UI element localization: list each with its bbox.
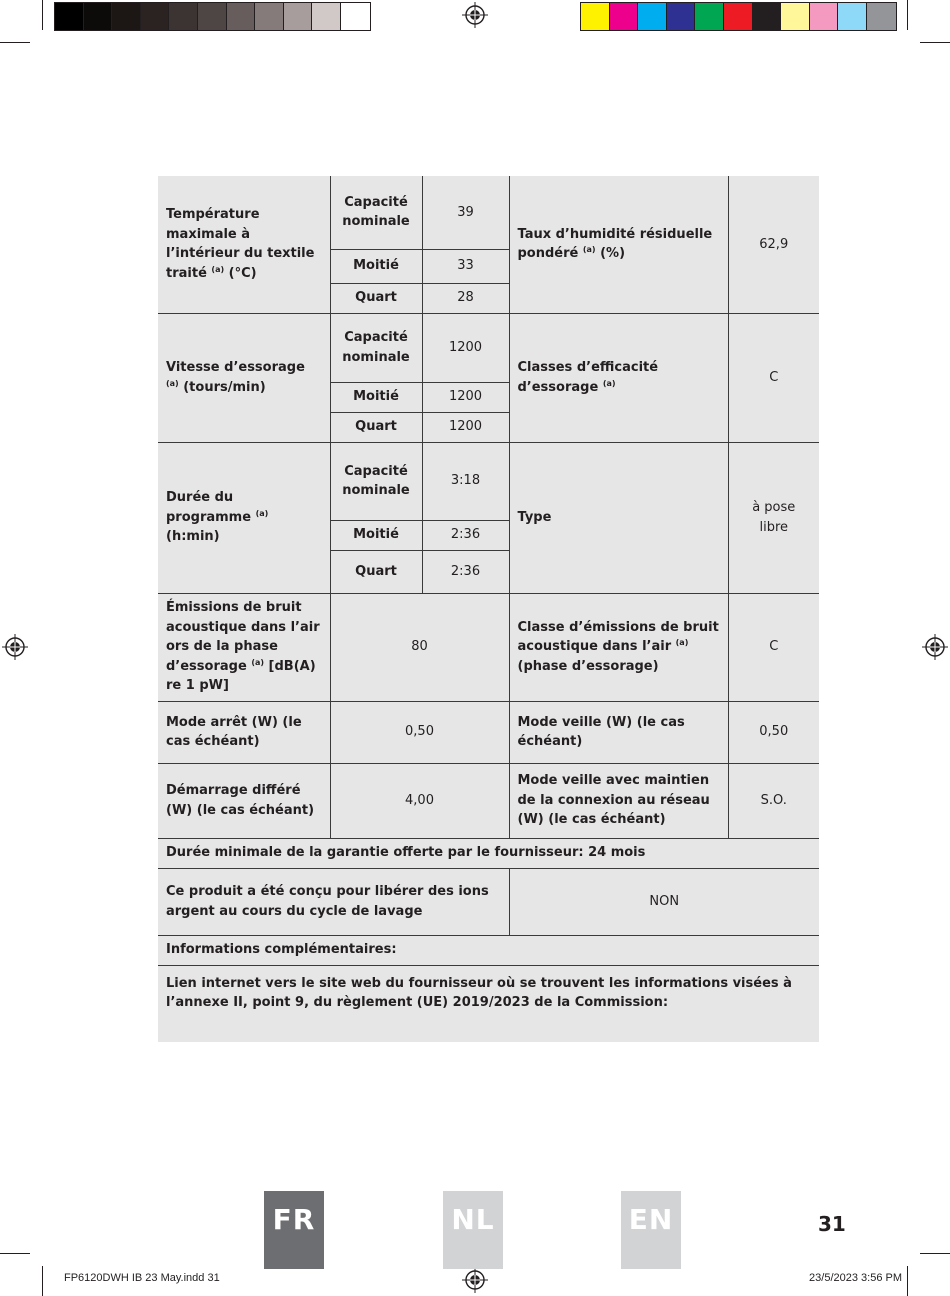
temperature-half-value: 33 [422,249,509,283]
sub-label-nominal: Capacité nominale [330,176,422,249]
noise-class-value: C [728,593,819,701]
sub-label-nominal: Capacité nominale [330,442,422,520]
crop-mark [920,1253,950,1254]
gray-swatch [55,3,84,30]
color-swatch [695,3,724,30]
crop-mark [0,42,30,43]
color-swatch [781,3,810,30]
temperature-quarter-value: 28 [422,283,509,313]
supplier-link-info: Lien internet vers le site web du fournisseur où se trouvent les informations visées à l’annexe II, point 9, du règlement (UE) 2019/2023 de la Commission: [158,965,819,1042]
gray-swatch [341,3,370,30]
color-swatch [810,3,839,30]
sub-label-half: Moitié [330,520,422,550]
crop-mark [907,0,908,30]
registration-target-icon [922,634,948,660]
temperature-label: Température maximale à l’intérieur du textile traité $^{(a)}$ (°C) [158,176,330,313]
crop-mark [42,0,43,30]
product-spec-table [158,176,819,1042]
sub-label-half: Moitié [330,382,422,412]
sub-label-half: Moitié [330,249,422,283]
noise-emission-value: 80 [330,593,509,701]
color-swatch [667,3,696,30]
color-calibration-bar [580,2,897,31]
sub-label-quarter: Quart [330,283,422,313]
duration-half-value: 2:36 [422,520,509,550]
registration-target-icon [2,634,28,660]
color-swatch [581,3,610,30]
color-swatch [724,3,753,30]
type-label: Type [509,442,728,593]
duration-nominal-value: 3:18 [422,442,509,520]
gray-swatch [312,3,341,30]
gray-swatch [169,3,198,30]
language-tab-fr[interactable]: FR [264,1191,324,1269]
slug-filename: FP6120DWH IB 23 May.indd 31 [64,1272,220,1284]
gray-swatch [141,3,170,30]
delay-start-label: Démarrage différé (W) (le cas échéant) [158,763,330,838]
sub-label-quarter: Quart [330,412,422,442]
noise-class-label: Classe d’émissions de bruit acoustique dans l’air $^{(a)}$ (phase d’essorage) [509,593,728,701]
spin-efficiency-value: C [728,313,819,442]
gray-swatch [112,3,141,30]
residual-moisture-label: Taux d’humidité résiduelle pondéré $^{(a)}$ (%) [509,176,728,313]
sub-label-quarter: Quart [330,550,422,593]
delay-start-value: 4,00 [330,763,509,838]
spin-nominal-value: 1200 [422,313,509,382]
gray-swatch [84,3,113,30]
spin-quarter-value: 1200 [422,412,509,442]
spin-efficiency-label: Classes d’efficacité d’essorage $^{(a)}$ [509,313,728,442]
crop-mark [907,1266,908,1296]
crop-mark [920,42,950,43]
residual-moisture-value: 62,9 [728,176,819,313]
grayscale-calibration-bar [54,2,371,31]
off-mode-value: 0,50 [330,701,509,763]
registration-target-icon [462,1267,488,1293]
type-value: à pose libre [728,442,819,593]
language-tab-en[interactable]: EN [621,1191,681,1269]
spin-half-value: 1200 [422,382,509,412]
color-swatch [610,3,639,30]
sub-label-nominal: Capacité nominale [330,313,422,382]
duration-quarter-value: 2:36 [422,550,509,593]
color-swatch [638,3,667,30]
color-swatch [838,3,867,30]
registration-target-icon [462,2,488,28]
gray-swatch [227,3,256,30]
gray-swatch [198,3,227,30]
programme-duration-label: Durée du programme $^{(a)}$ (h:min) [158,442,330,593]
silver-ions-label: Ce produit a été conçu pour libérer des ions argent au cours du cycle de lavage [158,868,509,935]
gray-swatch [255,3,284,30]
slug-timestamp: 23/5/2023 3:56 PM [809,1272,902,1284]
off-mode-label: Mode arrêt (W) (le cas échéant) [158,701,330,763]
crop-mark [42,1266,43,1296]
standby-mode-label: Mode veille (W) (le cas échéant) [509,701,728,763]
crop-mark [0,1253,30,1254]
color-swatch [753,3,782,30]
warranty-row: Durée minimale de la garantie offerte par le fournisseur: 24 mois [158,838,819,868]
temperature-nominal-value: 39 [422,176,509,249]
standby-mode-value: 0,50 [728,701,819,763]
color-swatch [867,3,896,30]
silver-ions-value: NON [509,868,819,935]
gray-swatch [284,3,313,30]
networked-standby-label: Mode veille avec maintien de la connexion au réseau (W) (le cas échéant) [509,763,728,838]
networked-standby-value: S.O. [728,763,819,838]
language-tab-nl[interactable]: NL [443,1191,503,1269]
noise-emission-label: Émissions de bruit acoustique dans l’air ors de la phase d’essorage $^{(a)}$ [dB(A) re 1 pW] [158,593,330,701]
spin-speed-label: Vitesse d’essorage $^{(a)}$ (tours/min) [158,313,330,442]
page-number: 31 [818,1212,846,1236]
additional-info-heading: Informations complémentaires: [158,935,819,965]
